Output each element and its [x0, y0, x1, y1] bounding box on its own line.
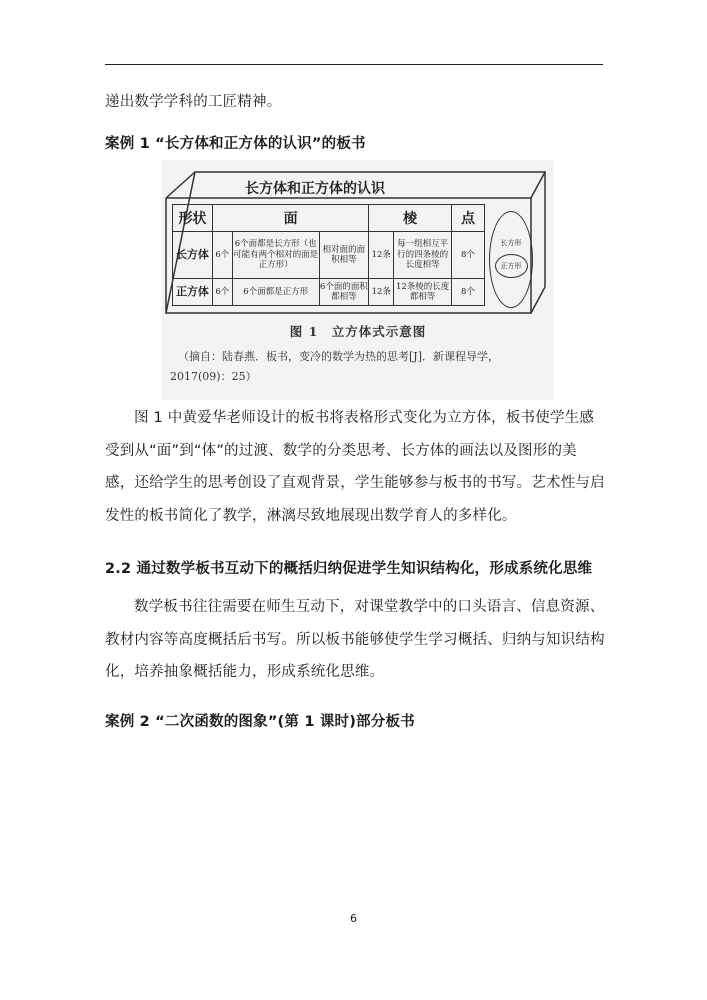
- case-1-title: 案例 1 “长方体和正方体的认识”的板书: [105, 136, 366, 152]
- paragraph-continuation: 递出数学学科的工匠精神。: [105, 94, 282, 110]
- cell-face-desc: 6个面都是长方形（也可能有两个相对的面是正方形）: [232, 232, 319, 279]
- figure-caption: 图 1 立方体式示意图: [289, 324, 427, 339]
- figure-source: （摘自：陆春燕．板书，变冷的数学为热的思考[J]．新课程导学，2017(09)：25）: [170, 350, 499, 383]
- cell-edge-desc: 12条棱的长度都相等: [394, 279, 452, 306]
- cell-edge-count: 12条: [369, 279, 394, 306]
- cell-face-rel: 6个面的面积都相等: [319, 279, 369, 306]
- cell-edge-count: 12条: [369, 232, 394, 279]
- cell-edge-desc: 每一组相互平行的四条棱的长度相等: [394, 232, 452, 279]
- cell-vertex: 8个: [452, 232, 485, 279]
- cell-shape: 正方体: [173, 279, 213, 306]
- paragraph-2: 数学板书往往需要在师生互动下，对课堂教学中的口头语言、信息资源、教材内容等高度概括后书写。所以板书能够使学生学习概括、归纳与知识结构化，培养抽象概括能力，形成系统化思维。: [105, 599, 605, 680]
- cell-shape: 长方体: [173, 232, 213, 279]
- paragraph-1: 图 1 中黄爱华老师设计的板书将表格形式变化为立方体，板书使学生感受到从“面”到“体”的过渡、数学的分类思考、长方体的画法以及图形的美感，还给学生的思考创设了直观背景，学生能够参与板书的书写。艺术性与启发性的板书简化了教学，淋漓尽致地展现出数学育人的多样化。: [105, 410, 605, 524]
- cell-face-desc: 6个面都是正方形: [232, 279, 319, 306]
- header-edge: 棱: [369, 205, 452, 232]
- table-header-row: [173, 205, 485, 232]
- header-shape: 形状: [173, 205, 213, 232]
- oval-label-inner: 正方形: [500, 262, 522, 270]
- case-2-title: 案例 2 “二次函数的图象”(第 1 课时)部分板书: [105, 714, 415, 730]
- board-table: [172, 204, 485, 306]
- table-row: [173, 279, 485, 306]
- cell-face-rel: 相对面的面积相等: [319, 232, 369, 279]
- table-row: [173, 232, 485, 279]
- cell-vertex: 8个: [452, 279, 485, 306]
- section-heading-2-2: 2.2 通过数学板书互动下的概括归纳促进学生知识结构化，形成系统化思维: [105, 561, 593, 577]
- board-title: 长方体和正方体的认识: [245, 181, 385, 197]
- oval-label-outer: 长方形: [500, 239, 522, 247]
- page-number: 6: [350, 912, 357, 925]
- cell-face-count: 6个: [212, 279, 232, 306]
- header-face: 面: [212, 205, 368, 232]
- header-vertex: 点: [452, 205, 485, 232]
- cell-face-count: 6个: [212, 232, 232, 279]
